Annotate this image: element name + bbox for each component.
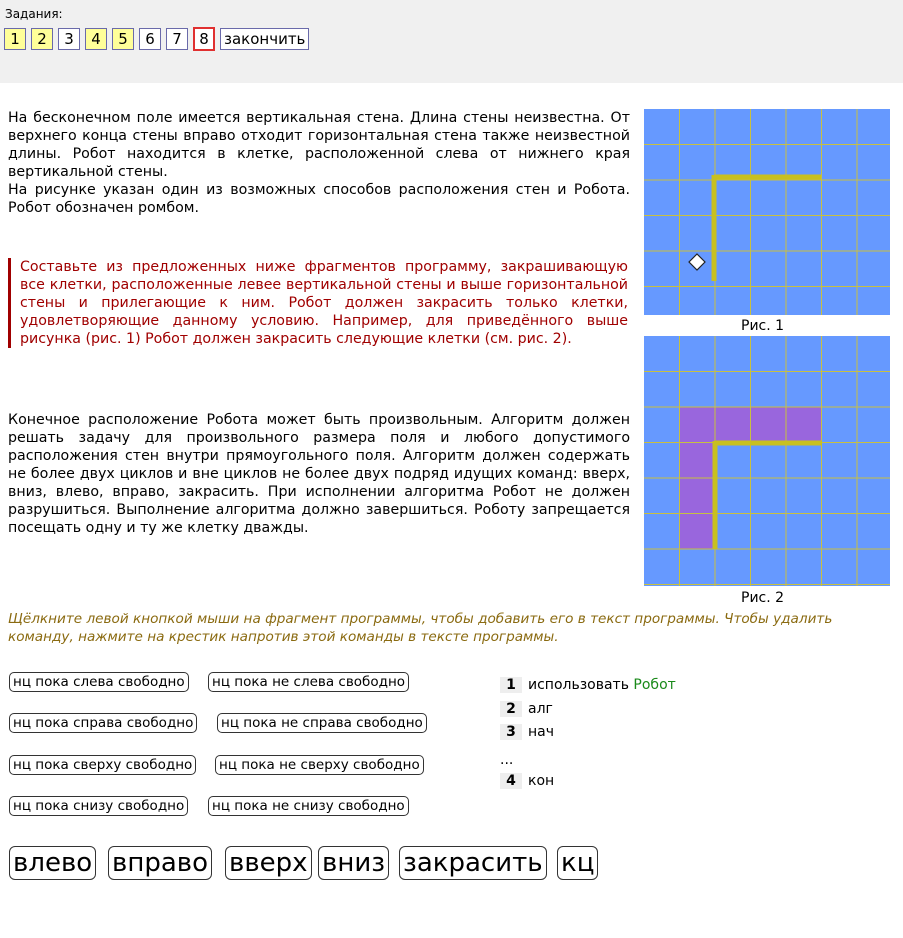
finish-button[interactable]: закончить (220, 28, 309, 50)
fragment-while-not-down-free[interactable]: нц пока не снизу свободно (208, 796, 409, 816)
task-button-7[interactable]: 7 (166, 28, 188, 50)
tasks-label: Задания: (5, 7, 63, 21)
figure-1-caption: Рис. 1 (741, 318, 785, 334)
command-down-button[interactable]: вниз (318, 846, 389, 880)
task-button-1[interactable]: 1 (4, 28, 26, 50)
fragment-while-right-free[interactable]: нц пока справа свободно (9, 713, 197, 733)
task-button-3[interactable]: 3 (58, 28, 80, 50)
task-button-4[interactable]: 4 (85, 28, 107, 50)
task-buttons (4, 28, 309, 51)
fragment-while-not-up-free[interactable]: нц пока не сверху свободно (215, 755, 424, 775)
keyword-alg: алг (528, 701, 553, 717)
command-right-button[interactable]: вправо (108, 846, 212, 880)
task-button-5[interactable]: 5 (112, 28, 134, 50)
program-line-2 (500, 701, 553, 717)
problem-paragraph-1: На бесконечном поле имеется вертикальная стена. Длина стены неизвестна. От верхнего конца стены вправо отходит горизонтальная стена также неизвестной длины. Робот находится в клетке, расположенной слева от нижнего края вертикальной стены. (8, 110, 630, 180)
command-up-button[interactable]: вверх (225, 846, 312, 880)
command-end-loop-button[interactable]: кц (557, 846, 598, 880)
executor-name: Робот (633, 677, 676, 693)
program-line-3 (500, 724, 554, 740)
fragment-while-up-free[interactable]: нц пока сверху свободно (9, 755, 196, 775)
fragment-while-not-left-free[interactable]: нц пока не слева свободно (208, 672, 409, 692)
task-statement: Составьте из предложенных ниже фрагментов программу, закрашивающую все клетки, расположенные левее вертикальной стены и выше горизонтальной стены и прилегающие к ним. Робот должен закрасить только клетки, удовлетворяющие данному условию. Например, для приведённого выше рисунка (рис. 1) Робот должен закрасить следующие клетки (см. рис. 2). (8, 258, 628, 348)
fragment-while-down-free[interactable]: нц пока снизу свободно (9, 796, 188, 816)
command-left-button[interactable]: влево (9, 846, 96, 880)
figure-2-caption: Рис. 2 (741, 590, 785, 606)
task-button-2[interactable]: 2 (31, 28, 53, 50)
task-button-6[interactable]: 6 (139, 28, 161, 50)
figure-2 (644, 336, 890, 586)
keyword-end: кон (528, 773, 555, 789)
figure-1 (644, 109, 890, 315)
keyword-begin: нач (528, 724, 555, 740)
field-background (644, 109, 890, 315)
tasks-panel (0, 0, 903, 83)
line-number: 3 (500, 724, 522, 740)
program-line-4 (500, 773, 554, 789)
program-line-1 (500, 677, 676, 693)
task-button-8[interactable]: 8 (193, 27, 215, 51)
line-number: 4 (500, 773, 522, 789)
keyword-use: использовать (528, 677, 629, 693)
line-number: 2 (500, 701, 522, 717)
fragment-while-not-right-free[interactable]: нц пока не справа свободно (217, 713, 427, 733)
fragment-while-left-free[interactable]: нц пока слева свободно (9, 672, 189, 692)
problem-paragraph-3: Конечное расположение Робота может быть произвольным. Алгоритм должен решать задачу для произвольного размера поля и любого допустимого расположения стен внутри прямоугольного поля. Алгоритм должен содержать не более двух циклов и вне циклов не более двух подряд идущих команд: вверх, вниз, влево, вправо, закрасить. При исполнении алгоритма Робот не должен разрушиться. Выполнение алгоритма должно завершиться. Роботу запрещается посещать одну и ту же клетку дважды. (8, 412, 630, 536)
problem-paragraph-2: На рисунке указан один из возможных способов расположения стен и Робота. Робот обозначен ромбом. (8, 182, 630, 216)
line-number: 1 (500, 677, 522, 693)
painted-cell (680, 443, 715, 549)
program-ellipsis: ... (500, 752, 514, 768)
command-paint-button[interactable]: закрасить (399, 846, 547, 880)
hint-text: Щёлкните левой кнопкой мыши на фрагмент программы, чтобы добавить его в текст программы. Чтобы удалить команду, нажмите на крестик напротив этой команды в тексте программы. (8, 611, 833, 645)
